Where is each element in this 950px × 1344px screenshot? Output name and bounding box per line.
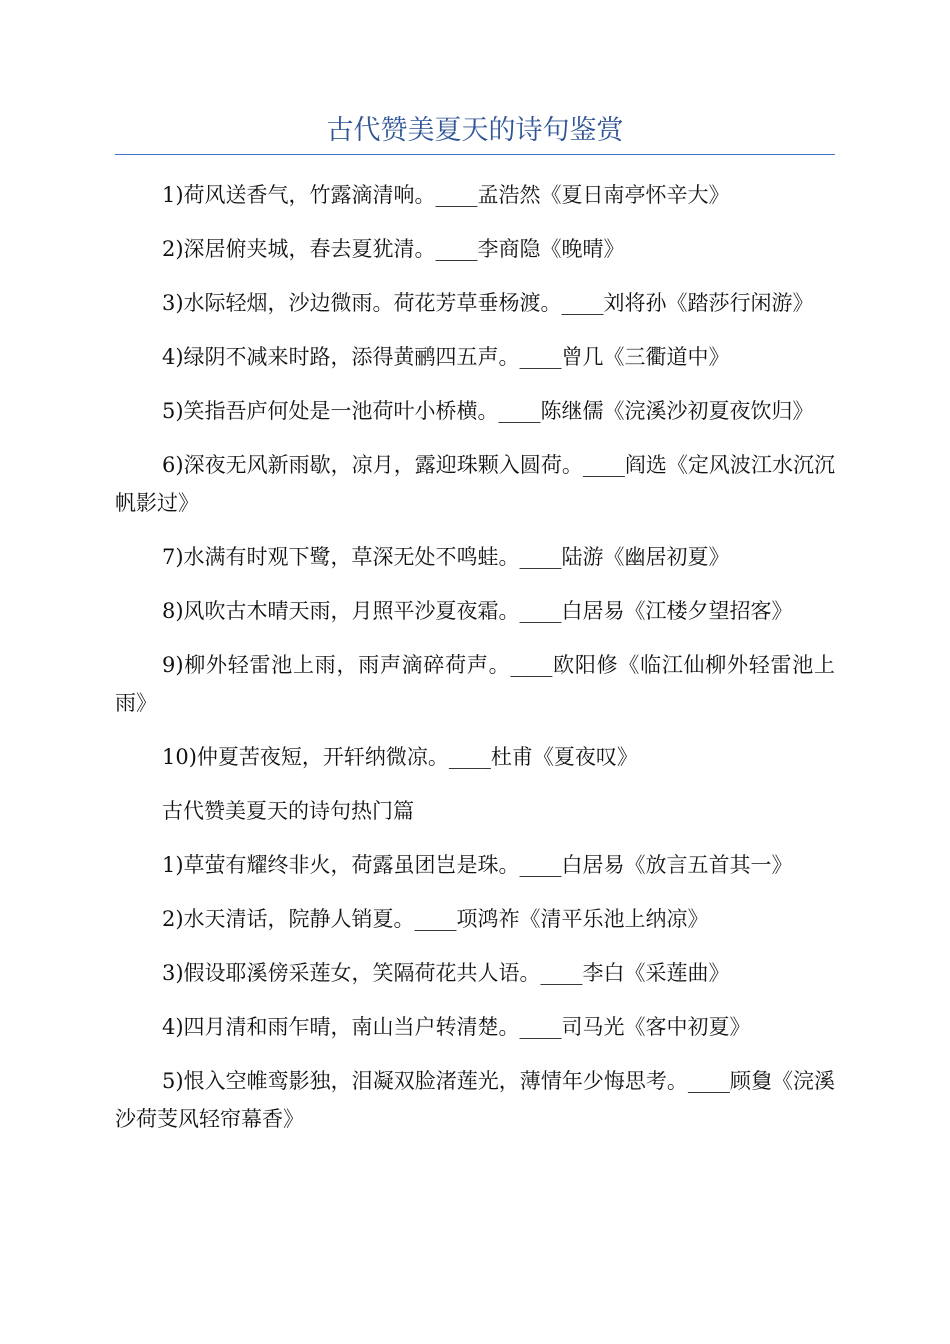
poem-line-9: 9)柳外轻雷池上雨，雨声滴碎荷声。____欧阳修《临江仙柳外轻雷池上雨》 bbox=[115, 653, 835, 715]
poem-line-4: 4)绿阴不减来时路，添得黄鹂四五声。____曾几《三衢道中》 bbox=[162, 345, 730, 369]
poem-line-2: 2)深居俯夹城，春去夏犹清。____李商隐《晚晴》 bbox=[162, 237, 625, 261]
popular-poem-line-4: 4)四月清和雨乍晴，南山当户转清楚。____司马光《客中初夏》 bbox=[162, 1015, 751, 1039]
poem-line-8: 8)风吹古木晴天雨，月照平沙夏夜霜。____白居易《江楼夕望招客》 bbox=[162, 599, 793, 623]
poem-line-6: 6)深夜无风新雨歇，凉月，露迎珠颗入圆荷。____阎选《定风波江水沉沉帆影过》 bbox=[115, 453, 835, 515]
poem-line-7: 7)水满有时观下鹭，草深无处不鸣蛙。____陆游《幽居初夏》 bbox=[162, 545, 730, 569]
popular-poem-line-3: 3)假设耶溪傍采莲女，笑隔荷花共人语。____李白《采莲曲》 bbox=[162, 961, 730, 985]
poem-line-3: 3)水际轻烟，沙边微雨。荷花芳草垂杨渡。____刘将孙《踏莎行闲游》 bbox=[162, 291, 814, 315]
title-underline bbox=[115, 154, 835, 155]
popular-poem-line-5: 5)恨入空帷鸾影独，泪凝双脸渚莲光，薄情年少悔思考。____顾敻《浣溪沙荷芰风轻帘幕香》 bbox=[115, 1069, 835, 1131]
popular-poem-line-2: 2)水天清话，院静人销夏。____项鸿祚《清平乐池上纳凉》 bbox=[162, 907, 709, 931]
document-body bbox=[115, 176, 835, 1154]
poem-line-1: 1)荷风送香气，竹露滴清响。____孟浩然《夏日南亭怀辛大》 bbox=[162, 183, 730, 207]
section-heading: 古代赞美夏天的诗句热门篇 bbox=[162, 799, 414, 823]
page-title: 古代赞美夏天的诗句鉴赏 bbox=[326, 115, 624, 146]
poem-line-5: 5)笑指吾庐何处是一池荷叶小桥横。____陈继儒《浣溪沙初夏夜饮归》 bbox=[162, 399, 814, 423]
popular-poem-line-1: 1)草萤有耀终非火，荷露虽团岂是珠。____白居易《放言五首其一》 bbox=[162, 853, 793, 877]
poem-line-10: 10)仲夏苦夜短，开轩纳微凉。____杜甫《夏夜叹》 bbox=[162, 745, 638, 769]
